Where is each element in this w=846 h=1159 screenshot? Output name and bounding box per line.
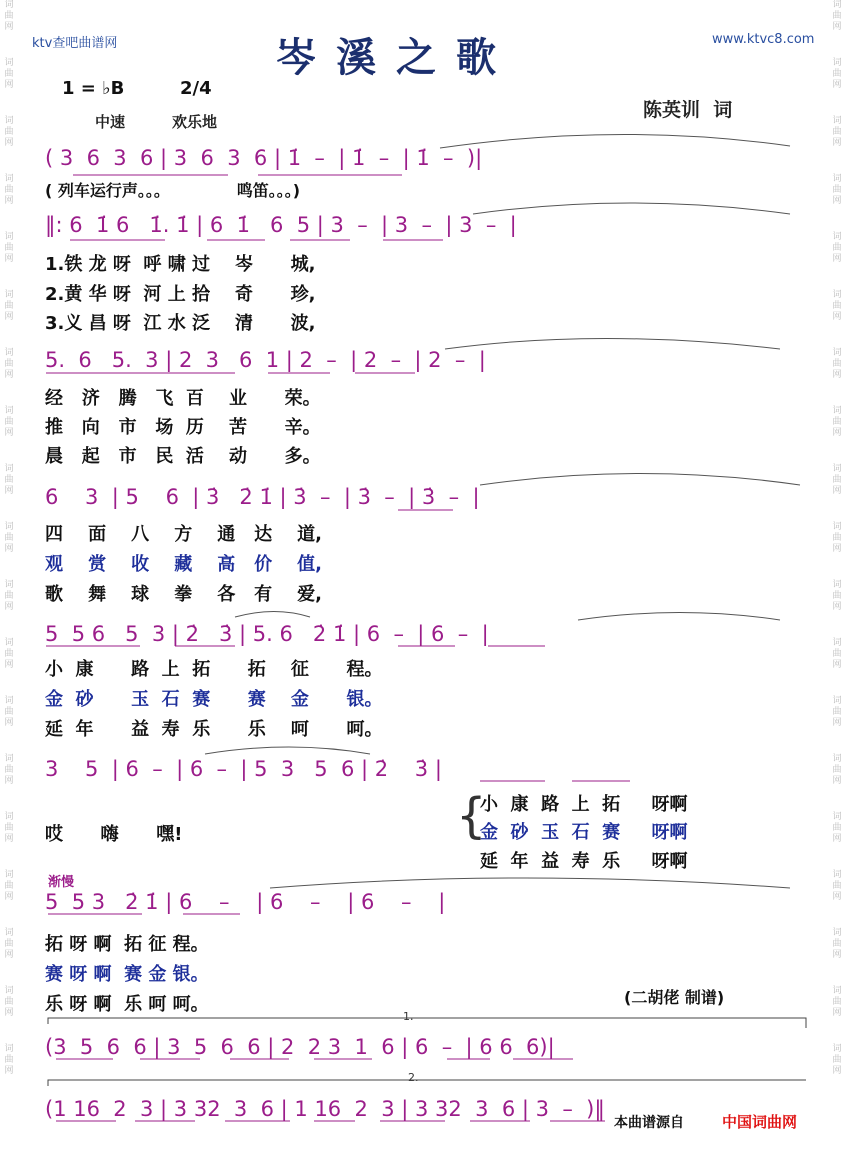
site-url-right[interactable]: www.ktvc8.com: [712, 32, 815, 47]
slur-arc: [235, 612, 310, 618]
watermark-glyphs: 词 曲 网: [832, 174, 842, 206]
volta-1-label: 1.: [403, 1010, 414, 1023]
lyric-line: 金 砂 玉 石 赛 呀啊: [480, 822, 688, 843]
volta-2-bracket: [48, 1080, 806, 1086]
lyric-line: 观 赏 收 藏 高 价 值,: [45, 554, 322, 575]
volta-2-label: 2.: [408, 1071, 419, 1084]
song-title: 岑溪之歌: [276, 34, 516, 81]
lyric-line: 四 面 八 方 通 达 道,: [45, 524, 322, 545]
arranger-credit: (二胡佬 制谱): [624, 988, 725, 1007]
lyric-line: 延 年 益 寿 乐 乐 呵 呵。: [45, 719, 383, 740]
watermark-glyphs: 词 曲 网: [4, 232, 14, 264]
tie-arc: [440, 134, 790, 148]
watermark-glyphs: 词 曲 网: [4, 870, 14, 902]
notation-row-3: 6 3 | 5 6 | 3̇ 2̇ 1̇ | 3̇ – | 3̇ – | 3̇ – |: [45, 485, 480, 509]
source-site-link[interactable]: 中国词曲网: [722, 1113, 798, 1131]
watermark-glyphs: 词 曲 网: [4, 986, 14, 1018]
watermark-glyphs: 词 曲 网: [4, 580, 14, 612]
watermark-glyphs: 词 曲 网: [832, 464, 842, 496]
lyric-line: 延 年 益 寿 乐 呀啊: [480, 851, 688, 872]
lyric-line: 推 向 市 场 历 苦 辛。: [45, 417, 321, 438]
site-name-left[interactable]: ktv查吧曲谱网: [32, 36, 118, 51]
key-signature: 1 = ♭B: [62, 78, 125, 99]
watermark-glyphs: 词 曲 网: [4, 174, 14, 206]
watermark-glyphs: 词 曲 网: [4, 928, 14, 960]
watermark-glyphs: 词 曲 网: [832, 638, 842, 670]
watermark-glyphs: 词 曲 网: [832, 580, 842, 612]
time-signature: 2/4: [180, 78, 212, 99]
ending-1-notation: (3 5 6 6 | 3 5 6 6 | 2 2 3 1 6 | 6 – | 6 6 6)|: [45, 1035, 555, 1059]
tie-arc: [480, 474, 800, 486]
watermark-glyphs: 词 曲 网: [832, 812, 842, 844]
watermark-glyphs: 词 曲 网: [4, 522, 14, 554]
lyric-line: 2.黄 华 呀 河 上 拾 奇 珍,: [45, 284, 316, 305]
notation-row-intro: ( 3 6 3 6 | 3 6 3 6 | 1̇ – | 1̇ – | 1̇ – )|: [45, 146, 483, 170]
watermark-glyphs: 词 曲 网: [832, 754, 842, 786]
watermark-glyphs: 词 曲 网: [832, 232, 842, 264]
watermark-glyphs: 词 曲 网: [832, 928, 842, 960]
underline-beams: [46, 175, 630, 1121]
tempo-marking: 中速: [95, 113, 126, 131]
watermark-glyphs: 词 曲 网: [4, 638, 14, 670]
lyric-line: 乐 呀 啊 乐 呵 呵。: [45, 994, 209, 1015]
lyric-line: 小 康 路 上 拓 拓 征 程。: [45, 659, 383, 680]
notation-row-1: ‖: 6 1̇ 6 1̇. 1̇ | 6 1̇ 6 5 | 3 – | 3 – | 3 – |: [45, 213, 517, 237]
notation-row-2: 5. 6 5. 3 | 2 3 6 1 | 2 – | 2 – | 2 – |: [45, 348, 486, 372]
tie-arc: [205, 747, 370, 754]
lyric-line: 歌 舞 球 拳 各 有 爱,: [45, 584, 322, 605]
source-label: 本曲谱源自: [614, 1115, 684, 1131]
watermark-glyphs: 词 曲 网: [4, 754, 14, 786]
watermark-glyphs: 词 曲 网: [832, 406, 842, 438]
brace: {: [456, 788, 487, 844]
watermark-glyphs: 词 曲 网: [4, 58, 14, 90]
tie-arc: [473, 203, 790, 214]
watermark-glyphs: 词 曲 网: [4, 406, 14, 438]
lyric-interjection: 哎 嗨 嘿!: [45, 824, 183, 845]
lyric-line: 金 砂 玉 石 赛 赛 金 银。: [45, 689, 383, 710]
ending-2-notation: (1 16 2 3 | 3 32 3 6 | 1 16 2 3 | 3 32 3 6 | 3 – )‖: [45, 1097, 605, 1121]
lyric-line: 赛 呀 啊 赛 金 银。: [45, 964, 209, 985]
watermark-glyphs: 词 曲 网: [832, 290, 842, 322]
lyric-line: 经 济 腾 飞 百 业 荣。: [45, 388, 321, 409]
mood-marking: 欢乐地: [172, 113, 218, 131]
watermark-glyphs: 词 曲 网: [832, 348, 842, 380]
lyricist: 陈英训 词: [643, 99, 733, 121]
lyric-line: 1.铁 龙 呀 呼 啸 过 岑 城,: [45, 254, 316, 275]
tie-arc: [445, 339, 780, 350]
tie-arc: [578, 613, 780, 621]
notation-row-5: 3 5 | 6 – | 6 – | 5 3 5 6 | 2̇ 3̇ |: [45, 757, 442, 781]
watermark-glyphs: 词 曲 网: [4, 696, 14, 728]
notation-row-4: 5 5 6 5 3 | 2̇ 3̇ | 5. 6 2̇ 1̇ | 6 – | 6 – |: [45, 622, 489, 646]
notation-row-6: 5 5 3 2̇ 1̇ | 6 – | 6 – | 6 – |: [45, 890, 446, 914]
watermark-glyphs: 词 曲 网: [4, 290, 14, 322]
tie-arc: [270, 878, 790, 888]
watermark-glyphs: 词 曲 网: [4, 812, 14, 844]
lyric-line: 晨 起 市 民 活 动 多。: [45, 446, 321, 467]
watermark-glyphs: 词 曲 网: [832, 696, 842, 728]
watermark-glyphs: 词 曲 网: [4, 464, 14, 496]
watermark-glyphs: 词 曲 网: [832, 870, 842, 902]
watermark-glyphs: 词 曲 网: [4, 1044, 14, 1076]
watermark-glyphs: 词 曲 网: [832, 116, 842, 148]
watermark-glyphs: 词 曲 网: [4, 116, 14, 148]
lyric-line-intro: ( 列车运行声。。。 鸣笛。。。): [45, 181, 301, 200]
watermark-glyphs: 词 曲 网: [832, 522, 842, 554]
watermark-glyphs: 词 曲 网: [832, 1044, 842, 1076]
volta-1-bracket: [48, 1018, 806, 1028]
watermark-glyphs: 词 曲 网: [832, 58, 842, 90]
watermark-glyphs: 词 曲 网: [832, 986, 842, 1018]
lyric-line: 3.义 昌 呀 江 水 泛 清 波,: [45, 313, 316, 334]
ritardando-mark: 渐慢: [48, 875, 75, 890]
lyric-line: 拓 呀 啊 拓 征 程。: [45, 934, 209, 955]
watermark-glyphs: 词 曲 网: [832, 0, 842, 32]
lyric-line: 小 康 路 上 拓 呀啊: [480, 794, 688, 815]
watermark-glyphs: 词 曲 网: [4, 0, 14, 32]
watermark-glyphs: 词 曲 网: [4, 348, 14, 380]
